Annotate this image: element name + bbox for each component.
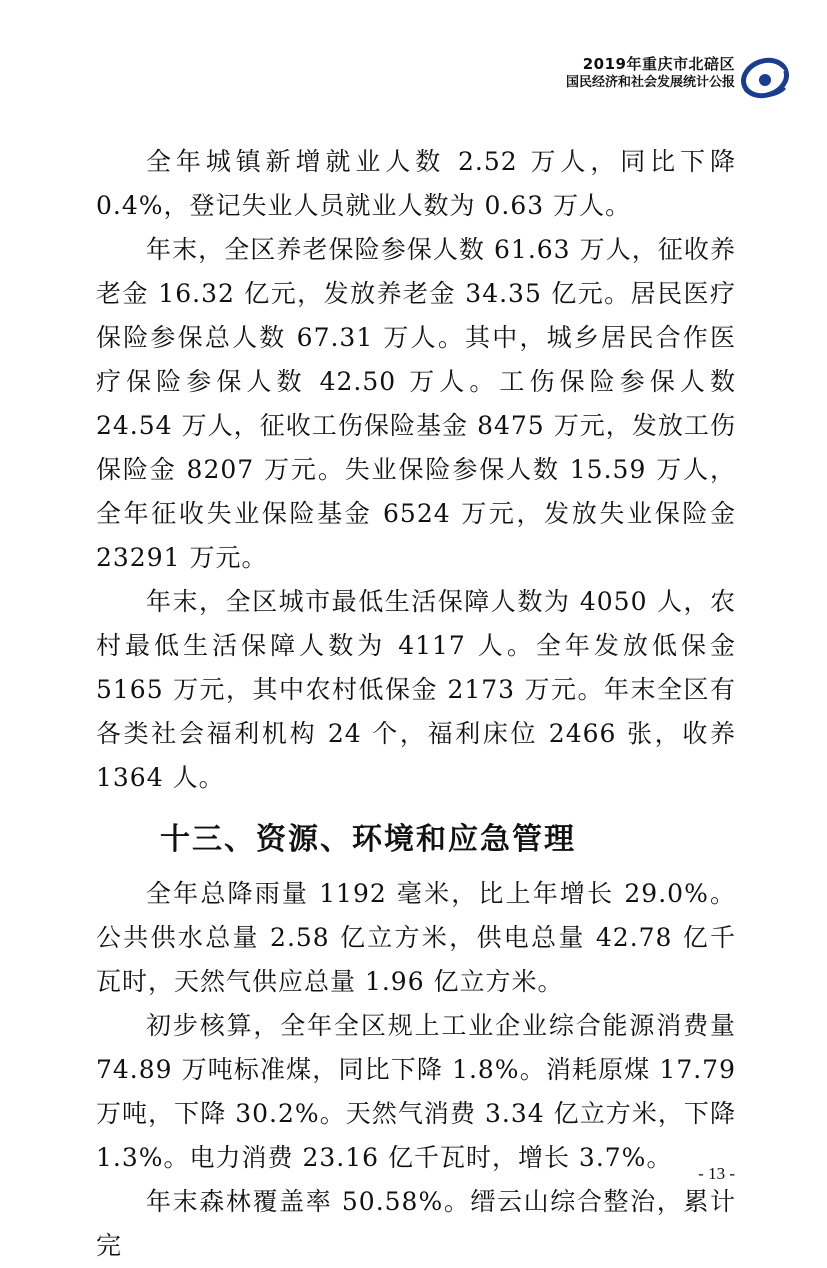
paragraph-forest-coverage: 年末森林覆盖率 50.58%。缙云山综合整治，累计完 — [96, 1187, 736, 1260]
page-header — [566, 54, 735, 92]
paragraph-energy-consumption: 初步核算，全年全区规上工业企业综合能源消费量 74.89 万吨标准煤，同比下降 1.8%。消耗原煤 17.79 万吨，下降 30.2%。天然气消费 3.34 亿立方米，下降 1.3%。电力消费 23.16 亿千瓦时，增长 3.7%。 — [96, 1011, 736, 1172]
main-content — [96, 140, 736, 1268]
paragraph-minimum-living: 年末，全区城市最低生活保障人数为 4050 人，农村最低生活保障人数为 4117 人。全年发放低保金 5165 万元，其中农村低保金 2173 万元。年末全区有各类社会福利机构 24 个，福利床位 2466 张，收养 1364 人。 — [96, 587, 736, 792]
paragraph-social-insurance: 年末，全区养老保险参保人数 61.63 万人，征收养老金 16.32 亿元，发放养老金 34.35 亿元。居民医疗保险参保总人数 67.31 万人。其中，城乡居民合作医疗保险参保人数 42.50 万人。工伤保险参保人数 24.54 万人，征收工伤保险基金 8475 万元，发放工伤保险金 8207 万元。失业保险参保人数 15.59 万人，全年征收失业保险基金 6524 万元，发放失业保险金 23291 万元。 — [96, 235, 736, 572]
paragraph-employment: 全年城镇新增就业人数 2.52 万人，同比下降 0.4%，登记失业人员就业人数为 0.63 万人。 — [96, 147, 736, 220]
section-heading: 十三、资源、环境和应急管理 — [160, 822, 576, 857]
paragraph-rainfall-supply: 全年总降雨量 1192 毫米，比上年增长 29.0%。公共供水总量 2.58 亿立方米，供电总量 42.78 亿千瓦时，天然气供应总量 1.96 亿立方米。 — [96, 879, 736, 996]
header-title: 2019年重庆市北碚区 — [582, 55, 735, 73]
page-number: - 13 - — [698, 1164, 735, 1183]
statistics-bulletin-logo-icon — [739, 54, 791, 102]
header-subtitle: 国民经济和社会发展统计公报 — [565, 75, 735, 90]
